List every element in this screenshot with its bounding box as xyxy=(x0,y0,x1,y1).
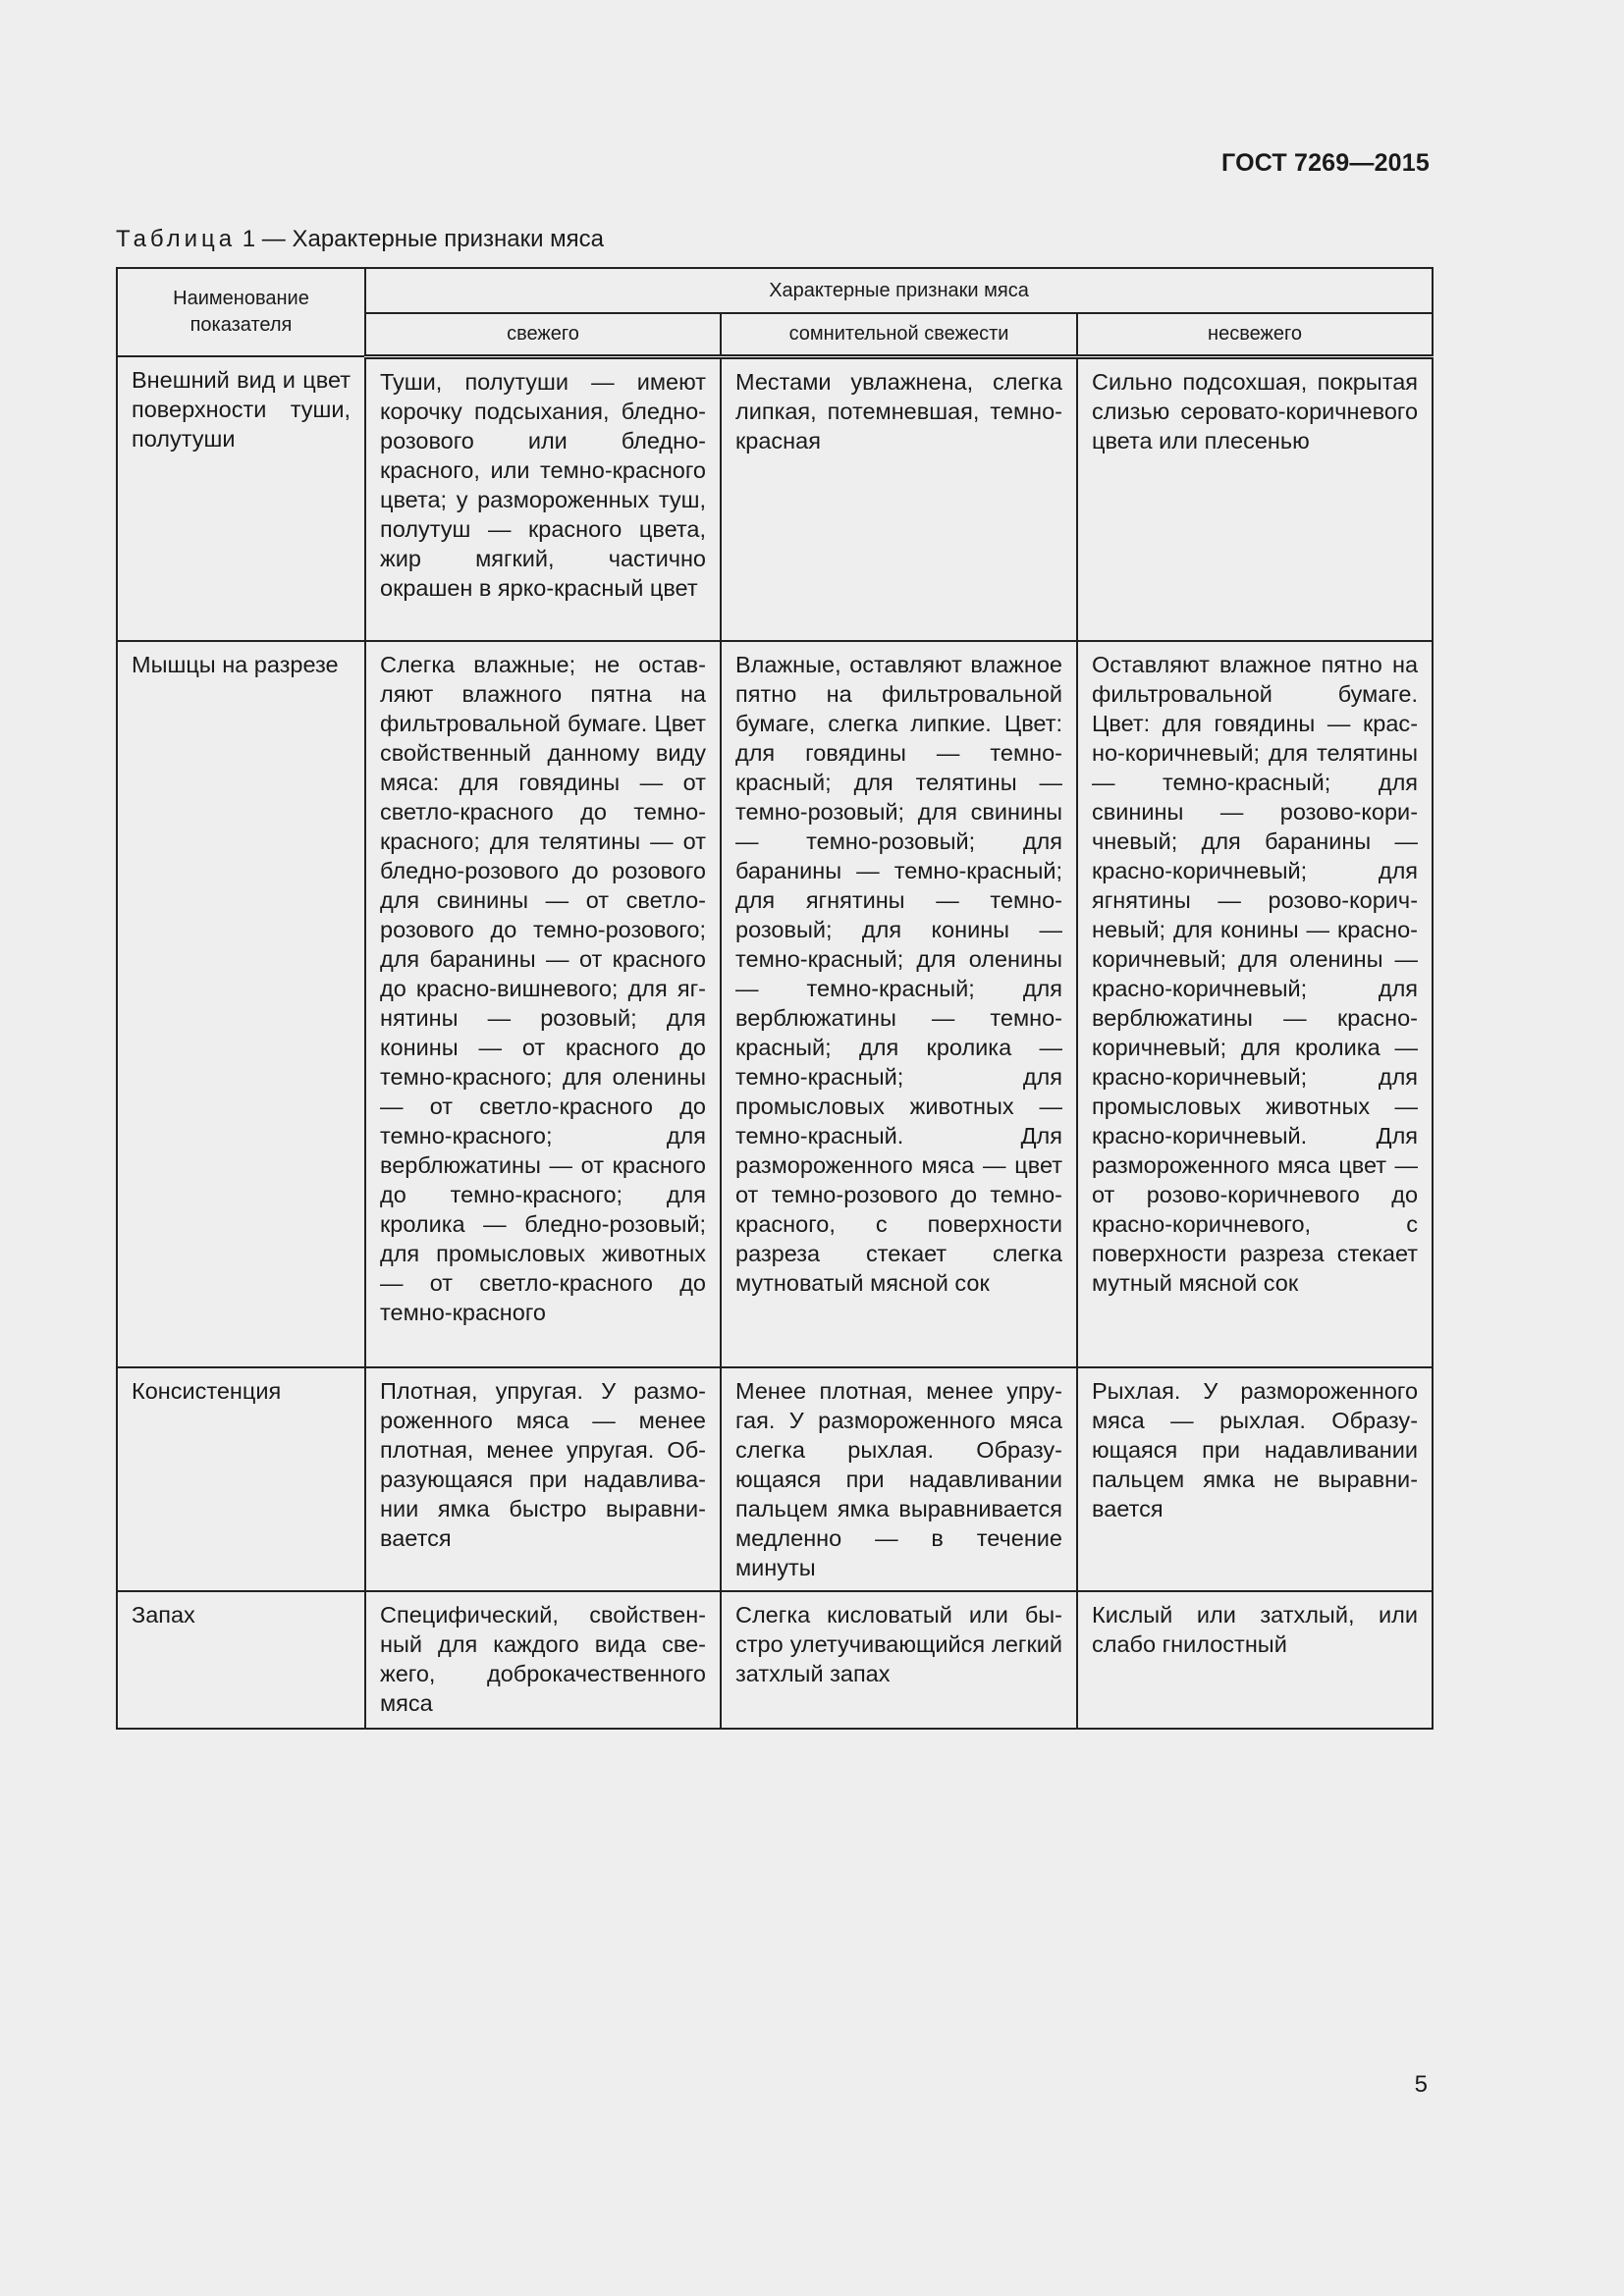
column-header-stale: несвежего xyxy=(1077,313,1433,356)
cell-fresh: Туши, полутуши — имеют корочку подсыхания, бледно-розового или бледно-красного, или темно-красного цвета; у размороженных туш, полутуш — красного цвета, жир мягкий, частично окрашен в ярко-красный цвет xyxy=(365,356,721,641)
table-row xyxy=(117,356,1433,641)
column-header-indicator: Наименование показателя xyxy=(117,268,365,356)
table-caption xyxy=(116,226,604,253)
row-name: Мышцы на разрезе xyxy=(117,641,365,1367)
table-caption-text: 1 — Характерные признаки мяса xyxy=(236,226,604,252)
table-row xyxy=(117,641,1433,1367)
cell-stale: Рыхлая. У размороженного мяса — рыхлая. Образующаяся при надавливании пальцем ямка не выравнивается xyxy=(1077,1367,1433,1591)
row-name: Консистенция xyxy=(117,1367,365,1591)
cell-fresh: Специфический, свойственный для каждого вида свежего, доброкачественного мяса xyxy=(365,1591,721,1729)
column-group-header: Характерные признаки мяса xyxy=(365,268,1433,313)
column-header-fresh: свежего xyxy=(365,313,721,356)
standard-number: ГОСТ 7269—2015 xyxy=(1221,149,1430,177)
cell-doubtful: Менее плотная, менее упругая. У размороженного мяса слегка рыхлая. Образующаяся при надавливании пальцем ямка выравнивается медленно — в течение минуты xyxy=(721,1367,1077,1591)
cell-fresh: Слегка влажные; не оставляют влажного пятна на фильтровальной бумаге. Цвет свойственный данному виду мяса: для говядины — от светло-красного до темно-красного; для телятины — от бледно-розового до розового для свинины — от светло-розового до темно-розового; для баранины — от красного до красно-вишневого; для ягнятины — розовый; для конины — от красного до темно-красного; для оленины — от светло-красного до темно-красного; для верблюжатины — от красного до темно-красного; для кролика — бледно-розовый; для промысловых животных — от светло-красного до темно-красного xyxy=(365,641,721,1367)
row-name: Запах xyxy=(117,1591,365,1729)
cell-stale: Кислый или затхлый, или слабо гнилостный xyxy=(1077,1591,1433,1729)
column-header-doubtful: сомнительной свежести xyxy=(721,313,1077,356)
cell-fresh: Плотная, упругая. У размороженного мяса — менее плотная, менее упругая. Образующаяся при надавливании ямка быстро выравнивается xyxy=(365,1367,721,1591)
table-row xyxy=(117,1367,1433,1591)
cell-stale: Сильно подсохшая, покрытая слизью серовато-коричневого цвета или плесенью xyxy=(1077,356,1433,641)
page-number: 5 xyxy=(1414,2071,1428,2098)
table-caption-label: Таблица xyxy=(116,226,237,252)
meat-characteristics-table xyxy=(116,267,1434,1730)
cell-doubtful: Слегка кисловатый или быстро улетучивающийся легкий затхлый запах xyxy=(721,1591,1077,1729)
cell-doubtful: Влажные, оставляют влажное пятно на фильтровальной бумаге, слегка липкие. Цвет: для говядины — темно-красный; для телятины — темно-розовый; для свинины — темно-розовый; для баранины — темно-красный; для ягнятины — темно-розовый; для конины — темно-красный; для оленины — темно-красный; для верблюжатины — темно-красный; для кролика — темно-красный; для промысловых животных — темно-красный. Для размороженного мяса — цвет от темно-розового до темно-красного, с поверхности разреза стекает слегка мутноватый мясной сок xyxy=(721,641,1077,1367)
table-row xyxy=(117,1591,1433,1729)
cell-stale: Оставляют влажное пятно на фильтровальной бумаге. Цвет: для говядины — красно-коричневый; для телятины — темно-красный; для свинины — розово-коричневый; для баранины — красно-коричневый; для ягнятины — розово-коричневый; для конины — красно-коричневый; для оленины — красно-коричневый; для верблюжатины — красно-коричневый; для кролика — красно-коричневый; для промысловых животных — красно-коричневый. Для размороженного мяса цвет — от розово-коричневого до красно-коричневого, с поверхности разреза стекает мутный мясной сок xyxy=(1077,641,1433,1367)
cell-doubtful: Местами увлажнена, слегка липкая, потемневшая, темно-красная xyxy=(721,356,1077,641)
row-name: Внешний вид и цвет поверхности туши, полутуши xyxy=(117,356,365,641)
